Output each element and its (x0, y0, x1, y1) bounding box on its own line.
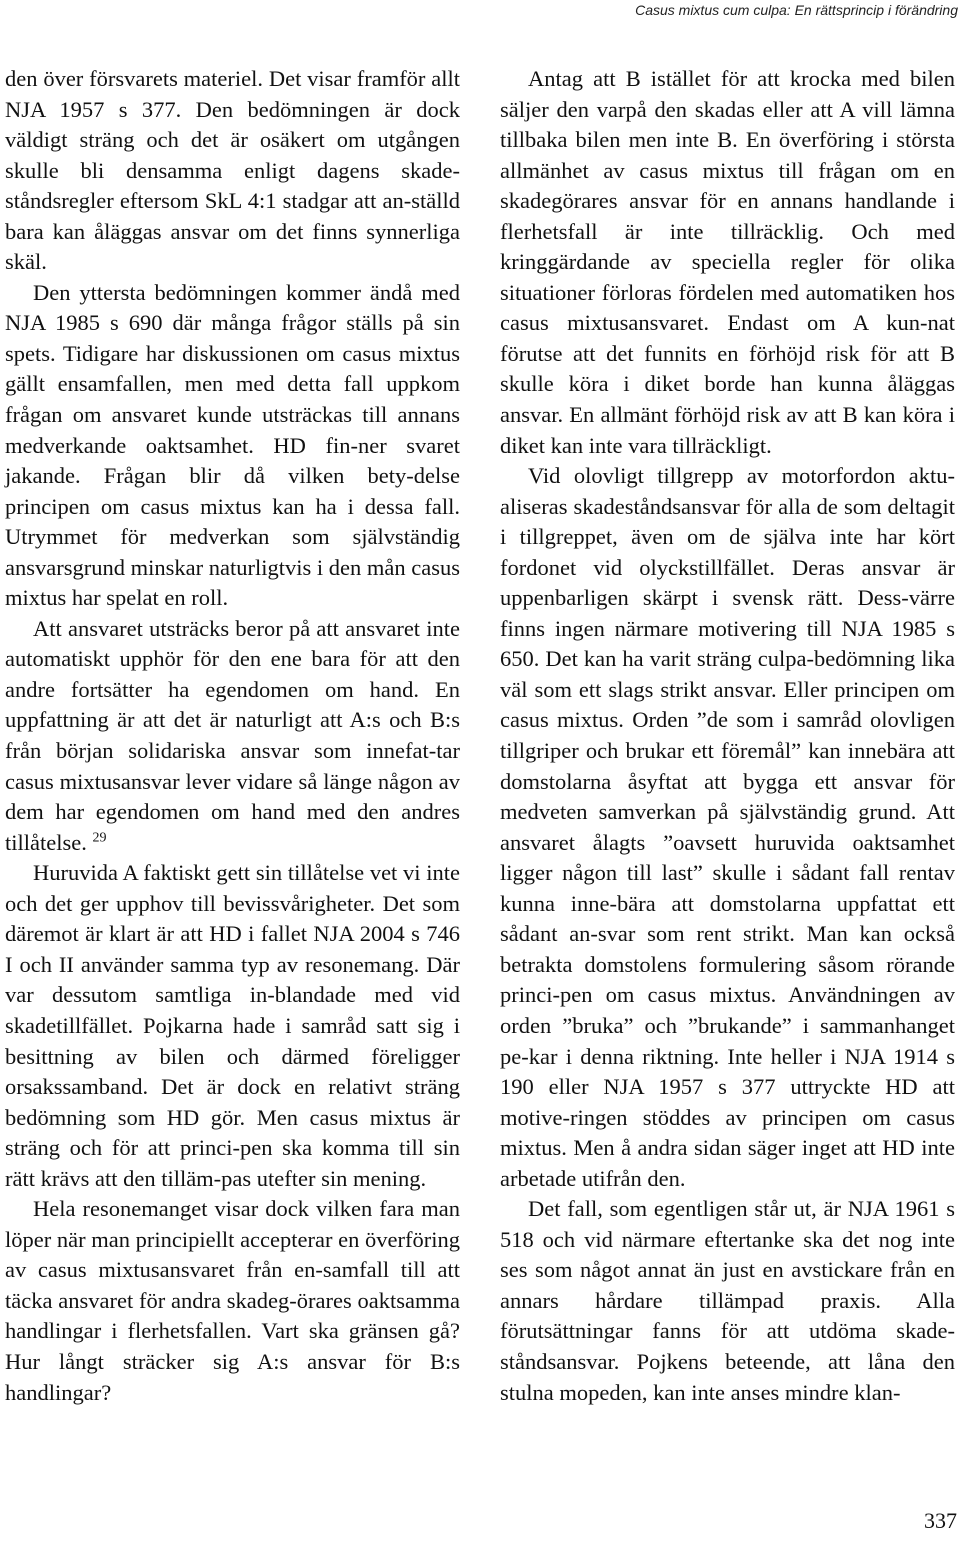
left-paragraph-3 (5, 614, 460, 858)
footnote-marker: 29 (92, 830, 107, 846)
left-paragraph-3-text: Att ansvaret utsträcks beror på att ansvaret inte automatiskt upphör för den ene bara för att den andre fortsätter ha egendomen om hand. En uppfattning är att det är naturligt att A:s och B:s från början solidariska ansvar som innefat-tar casus mixtusansvar lever vidare så länge någon av dem har egendomen om hand med den andres tillåtelse. (5, 615, 460, 855)
left-paragraph-4: Huruvida A faktiskt gett sin tillåtelse vet vi inte och det ger upphov till bevissvårigheter. Det som däremot är klart är att HD i fallet NJA 2004 s 746 I och II använder samma typ av resonemang. Där var dessutom samtliga in-blandade med vid skadetillfället. Pojkarna hade i samråd satt sig i besittning av bilen och därmed föreligger orsakssamband. Det är dock en relativt sträng bedömning som HD gör. Men casus mixtus är sträng och för att princi-pen ska komma till sin rätt krävs att den tilläm-pas utefter sin mening. (5, 860, 460, 1191)
right-column (500, 64, 955, 1408)
left-column (5, 64, 460, 1408)
left-paragraph-1: den över försvarets materiel. Det visar framför allt NJA 1957 s 377. Den bedömningen är dock väldigt sträng och det är osäkert om utgången skulle bli densamma enligt dagens skade-ståndsregler eftersom SkL 4:1 stadgar att an-ställd bara kan åläggas ansvar om det finns synnerliga skäl. (5, 66, 460, 275)
left-paragraph-5: Hela resonemanget visar dock vilken fara man löper när man principiellt accepterar en överföring av casus mixtusansvaret från en-samfall till att täcka ansvaret för andra skadeg-örares oaktsamma handlingar i flerhetsfallen. Vart ska gränsen gå? Hur långt sträcker sig A:s ansvar för B:s handlingar? (5, 1196, 460, 1405)
running-head: Casus mixtus cum culpa: En rättsprincip i förändring (635, 2, 958, 18)
left-paragraph-2: Den yttersta bedömningen kommer ändå med NJA 1985 s 690 där många frågor ställs på sin spets. Tidigare har diskussionen om casus mixtus gällt ensamfallen, men med detta fall uppkom frågan om ansvaret kunde utsträckas till annans medverkande oaktsamhet. HD fin-ner svaret jakande. Frågan blir då vilken bety-delse principen om casus mixtus kan ha i dessa fall. Utrymmet för medverkan som självständig ansvarsgrund minskar naturligtvis i den mån casus mixtus har spelat en roll. (5, 279, 460, 611)
page-number: 337 (924, 1508, 957, 1533)
right-paragraph-1: Antag att B istället för att krocka med bilen säljer den varpå den skadas eller att A vill lämna tillbaka bilen men inte B. En överföring i största allmänhet av casus mixtus till frågan om en skadegörares ansvar för en annans handlande i flerhetsfall är inte tillräcklig. Och med kringgärdande av speciella regler för olika situationer förloras fördelen med automatiken hos casus mixtusansvaret. Endast om A kun-nat förutse att det funnits en förhöjd risk för att B skulle köra i diket borde han kunna åläggas ansvar. En allmänt förhöjd risk av att B kan köra i diket kan inte vara tillräckligt. (500, 66, 955, 458)
right-paragraph-3: Det fall, som egentligen står ut, är NJA 1961 s 518 och vid närmare eftertanke ska det nog inte ses som något annat än just en avstickare från en annars hårdare tillämpad praxis. Alla förutsättningar fanns för att utdöma skade-ståndsansvar. Pojkens beteende, att låna den stulna mopeden, kan inte anses mindre klan- (500, 1196, 955, 1405)
right-paragraph-2: Vid olovligt tillgrepp av motorfordon aktu-aliseras skadeståndsansvar för alla de som deltagit i tillgreppet, även om de själva inte har kört fordonet vid olyckstillfället. Deras ansvar är uppenbarligen skärpt i svensk rätt. Dess-värre finns ingen närmare motivering till NJA 1985 s 650. Det kan ha varit sträng culpa-bedömning lika väl som ett slags strikt ansvar. Eller principen om casus mixtus. Orden ”de som i samråd olovligen tillgriper och brukar ett föremål” kan innebära att domstolarna åsyftat att bygga ett ansvar för medveten samverkan på självständig grund. Att ansvaret ålagts ”oavsett huruvida oaktsamhet ligger någon till last” skulle i sådant fall rentav kunna inne-bära att domstolarna uppfattat ett sådant an-svar som rent strikt. Man kan också betrakta domstolens formulering såsom rörande princi-pen om casus mixtus. Användningen av orden ”bruka” och ”brukande” i sammanhanget pe-kar i denna riktning. Inte heller i NJA 1914 s 190 eller NJA 1957 s 377 uttryckte HD att motive-ringen stöddes av principen om casus mixtus. Men å andra sidan säger inget att HD inte arbetade utifrån den. (500, 463, 955, 1191)
